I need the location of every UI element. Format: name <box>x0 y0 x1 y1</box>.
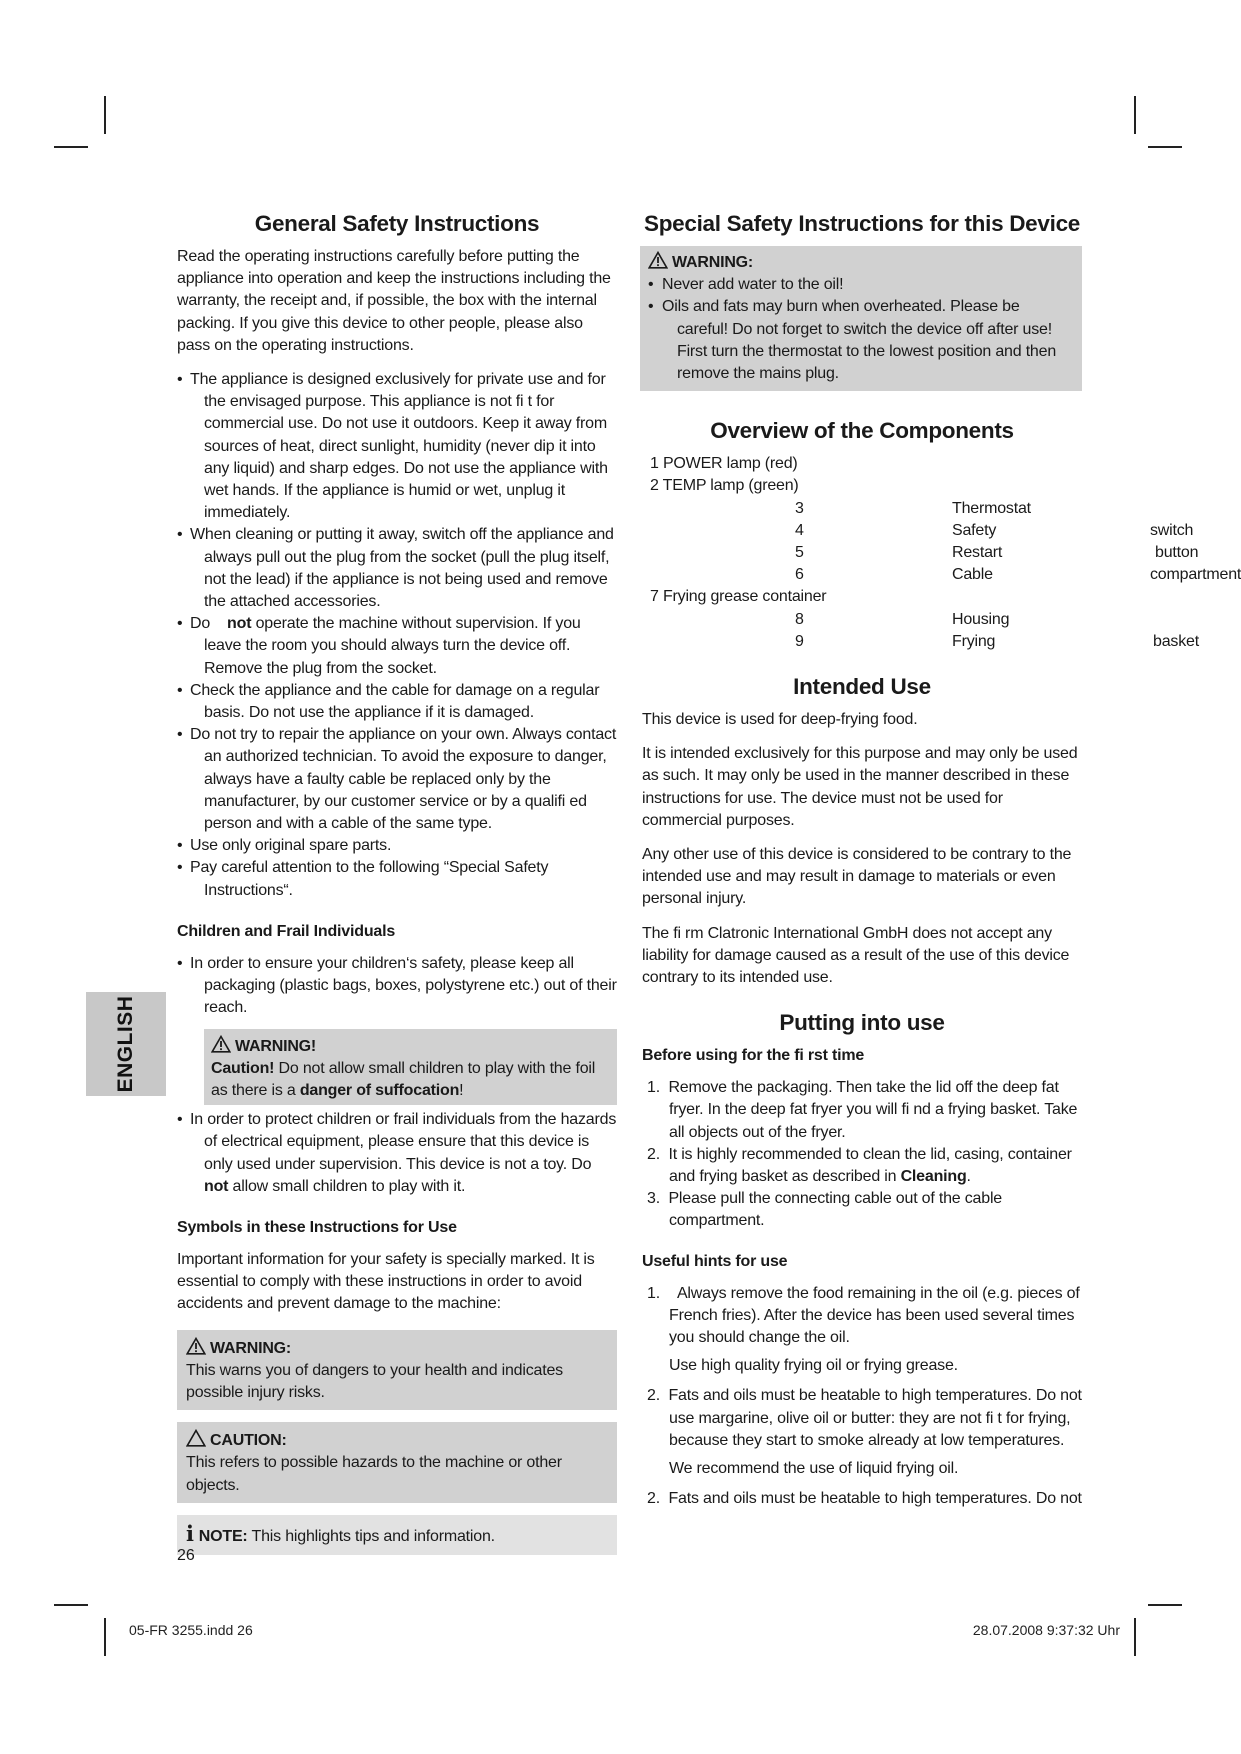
list-item <box>650 564 1241 586</box>
crop-mark <box>1148 146 1182 148</box>
before-first-use-list <box>642 1077 1082 1232</box>
item-text: Fats and oils must be heatable to high temperatures. Do not <box>668 1490 1082 1508</box>
list-item <box>177 613 617 680</box>
special-warning-box <box>640 246 1082 391</box>
list-item: • In order to ensure your children‘s safety, please keep all packaging (plastic bags, boxes, polystyrene etc.) out of their reach. <box>177 953 617 1020</box>
children-warning-box <box>204 1029 617 1106</box>
text: In order to protect children or frail individuals from the hazards of electrical equipment, please ensure that this device is only used under supervision. This device is not a toy. Do <box>190 1111 617 1173</box>
general-safety-list <box>177 369 617 902</box>
component-label: Frying <box>952 632 996 650</box>
note-text: This highlights tips and information. <box>251 1527 495 1545</box>
page-number: 26 <box>177 1547 195 1564</box>
overview-title: Overview of the Components <box>710 418 1014 444</box>
crop-mark <box>1148 1604 1182 1606</box>
list-item <box>642 1385 1082 1452</box>
item-text: Please pull the connecting cable out of the cable compartment. <box>668 1190 1003 1230</box>
general-safety-title: General Safety Instructions <box>254 211 540 236</box>
note-title: NOTE: <box>198 1527 248 1545</box>
list-item <box>642 1144 1082 1188</box>
caution-title: CAUTION: <box>210 1432 287 1450</box>
intended-use-para: This device is used for deep-frying food. <box>642 710 918 728</box>
warning-triangle-icon <box>211 1035 231 1053</box>
item-text: . <box>966 1167 971 1185</box>
before-first-use-title: Before using for the fi rst time <box>642 1047 865 1065</box>
crop-mark <box>1134 96 1136 134</box>
text: operate the machine without supervision. If you leave the room you should always turn the device off. Remove the plug from the socket. <box>204 615 581 677</box>
special-safety-title: Special Safety Instructions for this Device <box>644 211 1080 236</box>
warning-text: This warns you of dangers to your health and indicates possible injury risks. <box>186 1361 563 1401</box>
children-title: Children and Frail Individuals <box>177 922 396 940</box>
warning-triangle-icon <box>186 1337 206 1355</box>
list-item <box>642 1488 1082 1510</box>
list-item <box>650 453 1082 475</box>
crop-mark <box>54 1604 88 1606</box>
item-number: 2. <box>647 1387 660 1405</box>
component-number: 9 <box>795 632 804 650</box>
warning-text <box>211 1058 610 1102</box>
component-label: button <box>1155 543 1199 561</box>
component-label: Safety <box>952 521 997 539</box>
warning-title: WARNING: <box>672 254 754 271</box>
crop-mark <box>104 96 106 134</box>
component-label: Thermostat <box>952 499 1031 517</box>
text: allow small children to play with it. <box>232 1177 466 1195</box>
text: Do <box>190 615 211 633</box>
component-label: 7 Frying grease container <box>650 588 827 606</box>
list-item <box>177 1109 617 1198</box>
component-label: Housing <box>952 610 1010 628</box>
warning-title: WARNING! <box>235 1037 317 1055</box>
component-label: Restart <box>952 543 1003 561</box>
special-warning-list <box>648 274 1074 385</box>
symbols-intro: Important information for your safety is specially marked. It is essential to comply with these instructions in order to avoid accidents and prevent damage to the machine: <box>177 1250 595 1313</box>
symbols-title: Symbols in these Instructions for Use <box>177 1218 457 1236</box>
crop-mark <box>1134 1618 1136 1656</box>
list-item <box>642 1188 1082 1232</box>
text-bold: not <box>204 1177 229 1195</box>
component-number: 8 <box>795 610 804 628</box>
list-item: • When cleaning or putting it away, switch off the appliance and always pull out the plug from the socket (pull the plug itself, not the lead) if the appliance is not being used and remove the attached accessories. <box>177 524 617 613</box>
footer-file-info: 05-FR 3255.indd 26 <box>129 1622 253 1638</box>
list-item: • Do not try to repair the appliance on your own. Always contact an authorized technician. To avoid the exposure to danger, always have a faulty cable be replaced only by the manufacturer, by our customer service or by a qualifi ed person and with a cable of the same type. <box>177 724 617 835</box>
general-safety-intro: Read the operating instructions carefully before putting the appliance into operation and keep the instructions including the warranty, the receipt and, if possible, the box with the internal packing. If you give this device to other people, please also pass on the operating instructions. <box>177 248 611 354</box>
warning-triangle-icon <box>648 251 668 269</box>
component-label: basket <box>1153 632 1199 650</box>
crop-mark <box>54 146 88 148</box>
item-text: Remove the packaging. Then take the lid off the deep fat fryer. In the deep fat fryer you will fi nd a frying basket. Take all objects out of the fryer. <box>668 1079 1078 1141</box>
list-item: • Oils and fats may burn when overheated. Please be careful! Do not forget to switch the device off after use! First turn the thermostat to the lowest position and then remove the mains plug. <box>648 296 1074 385</box>
list-item <box>650 498 1082 520</box>
component-label: compartment <box>1150 566 1241 584</box>
list-item <box>642 1283 1082 1350</box>
item-text: It is highly recommended to clean the lid, casing, container and frying basket as described in <box>668 1145 1072 1185</box>
item-text: Always remove the food remaining in the oil (e.g. pieces of French fries). After the device has been used several times you should change the oil. <box>669 1284 1080 1346</box>
component-label: 2 TEMP lamp (green) <box>650 477 799 495</box>
list-item: • Use only original spare parts. <box>177 835 617 857</box>
list-item-note: We recommend the use of liquid frying oil. <box>669 1459 959 1477</box>
list-item <box>650 520 1194 542</box>
intended-use-para: It is intended exclusively for this purpose and may only be used as such. It may only be used in the manner described in these instructions for use. The device must not be used for commercial purposes. <box>642 745 1078 829</box>
right-column <box>642 210 1241 1510</box>
warning-title: WARNING: <box>210 1339 292 1357</box>
text: Do not allow small children to play with the foil as there is a <box>211 1059 596 1099</box>
intended-use-para: The fi rm Clatronic International GmbH does not accept any liability for damage caused as a result of the use of this device contrary to its intended use. <box>642 924 1070 986</box>
language-tab <box>86 992 166 1096</box>
caution-text: This refers to possible hazards to the machine or other objects. <box>186 1454 562 1494</box>
component-number: 4 <box>795 521 804 539</box>
item-number: 1. <box>647 1284 660 1302</box>
language-tab-label: ENGLISH <box>114 995 137 1093</box>
component-number: 6 <box>795 566 804 584</box>
left-column <box>177 210 617 1555</box>
component-label: 1 POWER lamp (red) <box>650 455 798 473</box>
putting-into-use-title: Putting into use <box>779 1010 945 1036</box>
text-bold: not <box>227 615 252 633</box>
crop-mark <box>104 1618 106 1656</box>
list-item-note: Use high quality frying oil or frying grease. <box>669 1357 958 1375</box>
intended-use-title: Intended Use <box>793 673 931 699</box>
list-item <box>650 586 1082 608</box>
item-number: 1. <box>647 1079 660 1097</box>
list-item <box>650 631 1199 653</box>
info-icon: i <box>186 1520 194 1546</box>
caution-symbol-box <box>177 1422 617 1503</box>
useful-hints-title: Useful hints for use <box>642 1252 788 1270</box>
caution-label: Caution! <box>211 1059 275 1077</box>
note-symbol-box <box>177 1515 617 1555</box>
list-item: • Never add water to the oil! <box>648 274 1074 296</box>
component-label: Cable <box>952 566 993 584</box>
caution-triangle-icon <box>186 1429 206 1447</box>
list-item: • Check the appliance and the cable for damage on a regular basis. Do not use the appliance if it is damaged. <box>177 680 617 724</box>
children-list <box>177 953 617 1020</box>
intended-use-para: Any other use of this device is considered to be contrary to the intended use and may result in damage to materials or even personal injury. <box>642 845 1072 908</box>
item-number: 2. <box>647 1490 660 1508</box>
footer-timestamp: 28.07.2008 9:37:32 Uhr <box>972 1622 1120 1638</box>
component-label: switch <box>1150 521 1194 539</box>
item-number: 2. <box>647 1145 660 1163</box>
list-item: • Pay careful attention to the following “Special Safety Instructions“. <box>177 857 617 901</box>
text: ! <box>459 1081 464 1099</box>
item-number: 3. <box>647 1190 660 1208</box>
list-item <box>650 609 1082 631</box>
list-item <box>650 475 1082 497</box>
frail-list <box>177 1109 617 1198</box>
list-item: • The appliance is designed exclusively for private use and for the envisaged purpose. This appliance is not fi t for commercial use. Do not use it outdoors. Keep it away from sources of heat, direct sunlight, humidity (never dip it into any liquid) and sharp edges. Do not use the appliance with wet hands. If the appliance is humid or wet, unplug it immediately. <box>177 369 617 524</box>
danger-text: danger of suffocation <box>299 1081 460 1099</box>
warning-symbol-box <box>177 1330 617 1411</box>
useful-hints-list <box>642 1283 1082 1511</box>
item-text-bold: Cleaning <box>900 1167 967 1185</box>
list-item <box>642 1077 1082 1144</box>
component-number: 3 <box>795 499 804 517</box>
component-number: 5 <box>795 543 804 561</box>
item-text: Fats and oils must be heatable to high temperatures. Do not use margarine, olive oil or butter: they are not fi t for frying, because they start to smoke already at low temperatures. <box>668 1387 1082 1449</box>
components-list <box>650 453 1241 653</box>
list-item <box>650 542 1199 564</box>
